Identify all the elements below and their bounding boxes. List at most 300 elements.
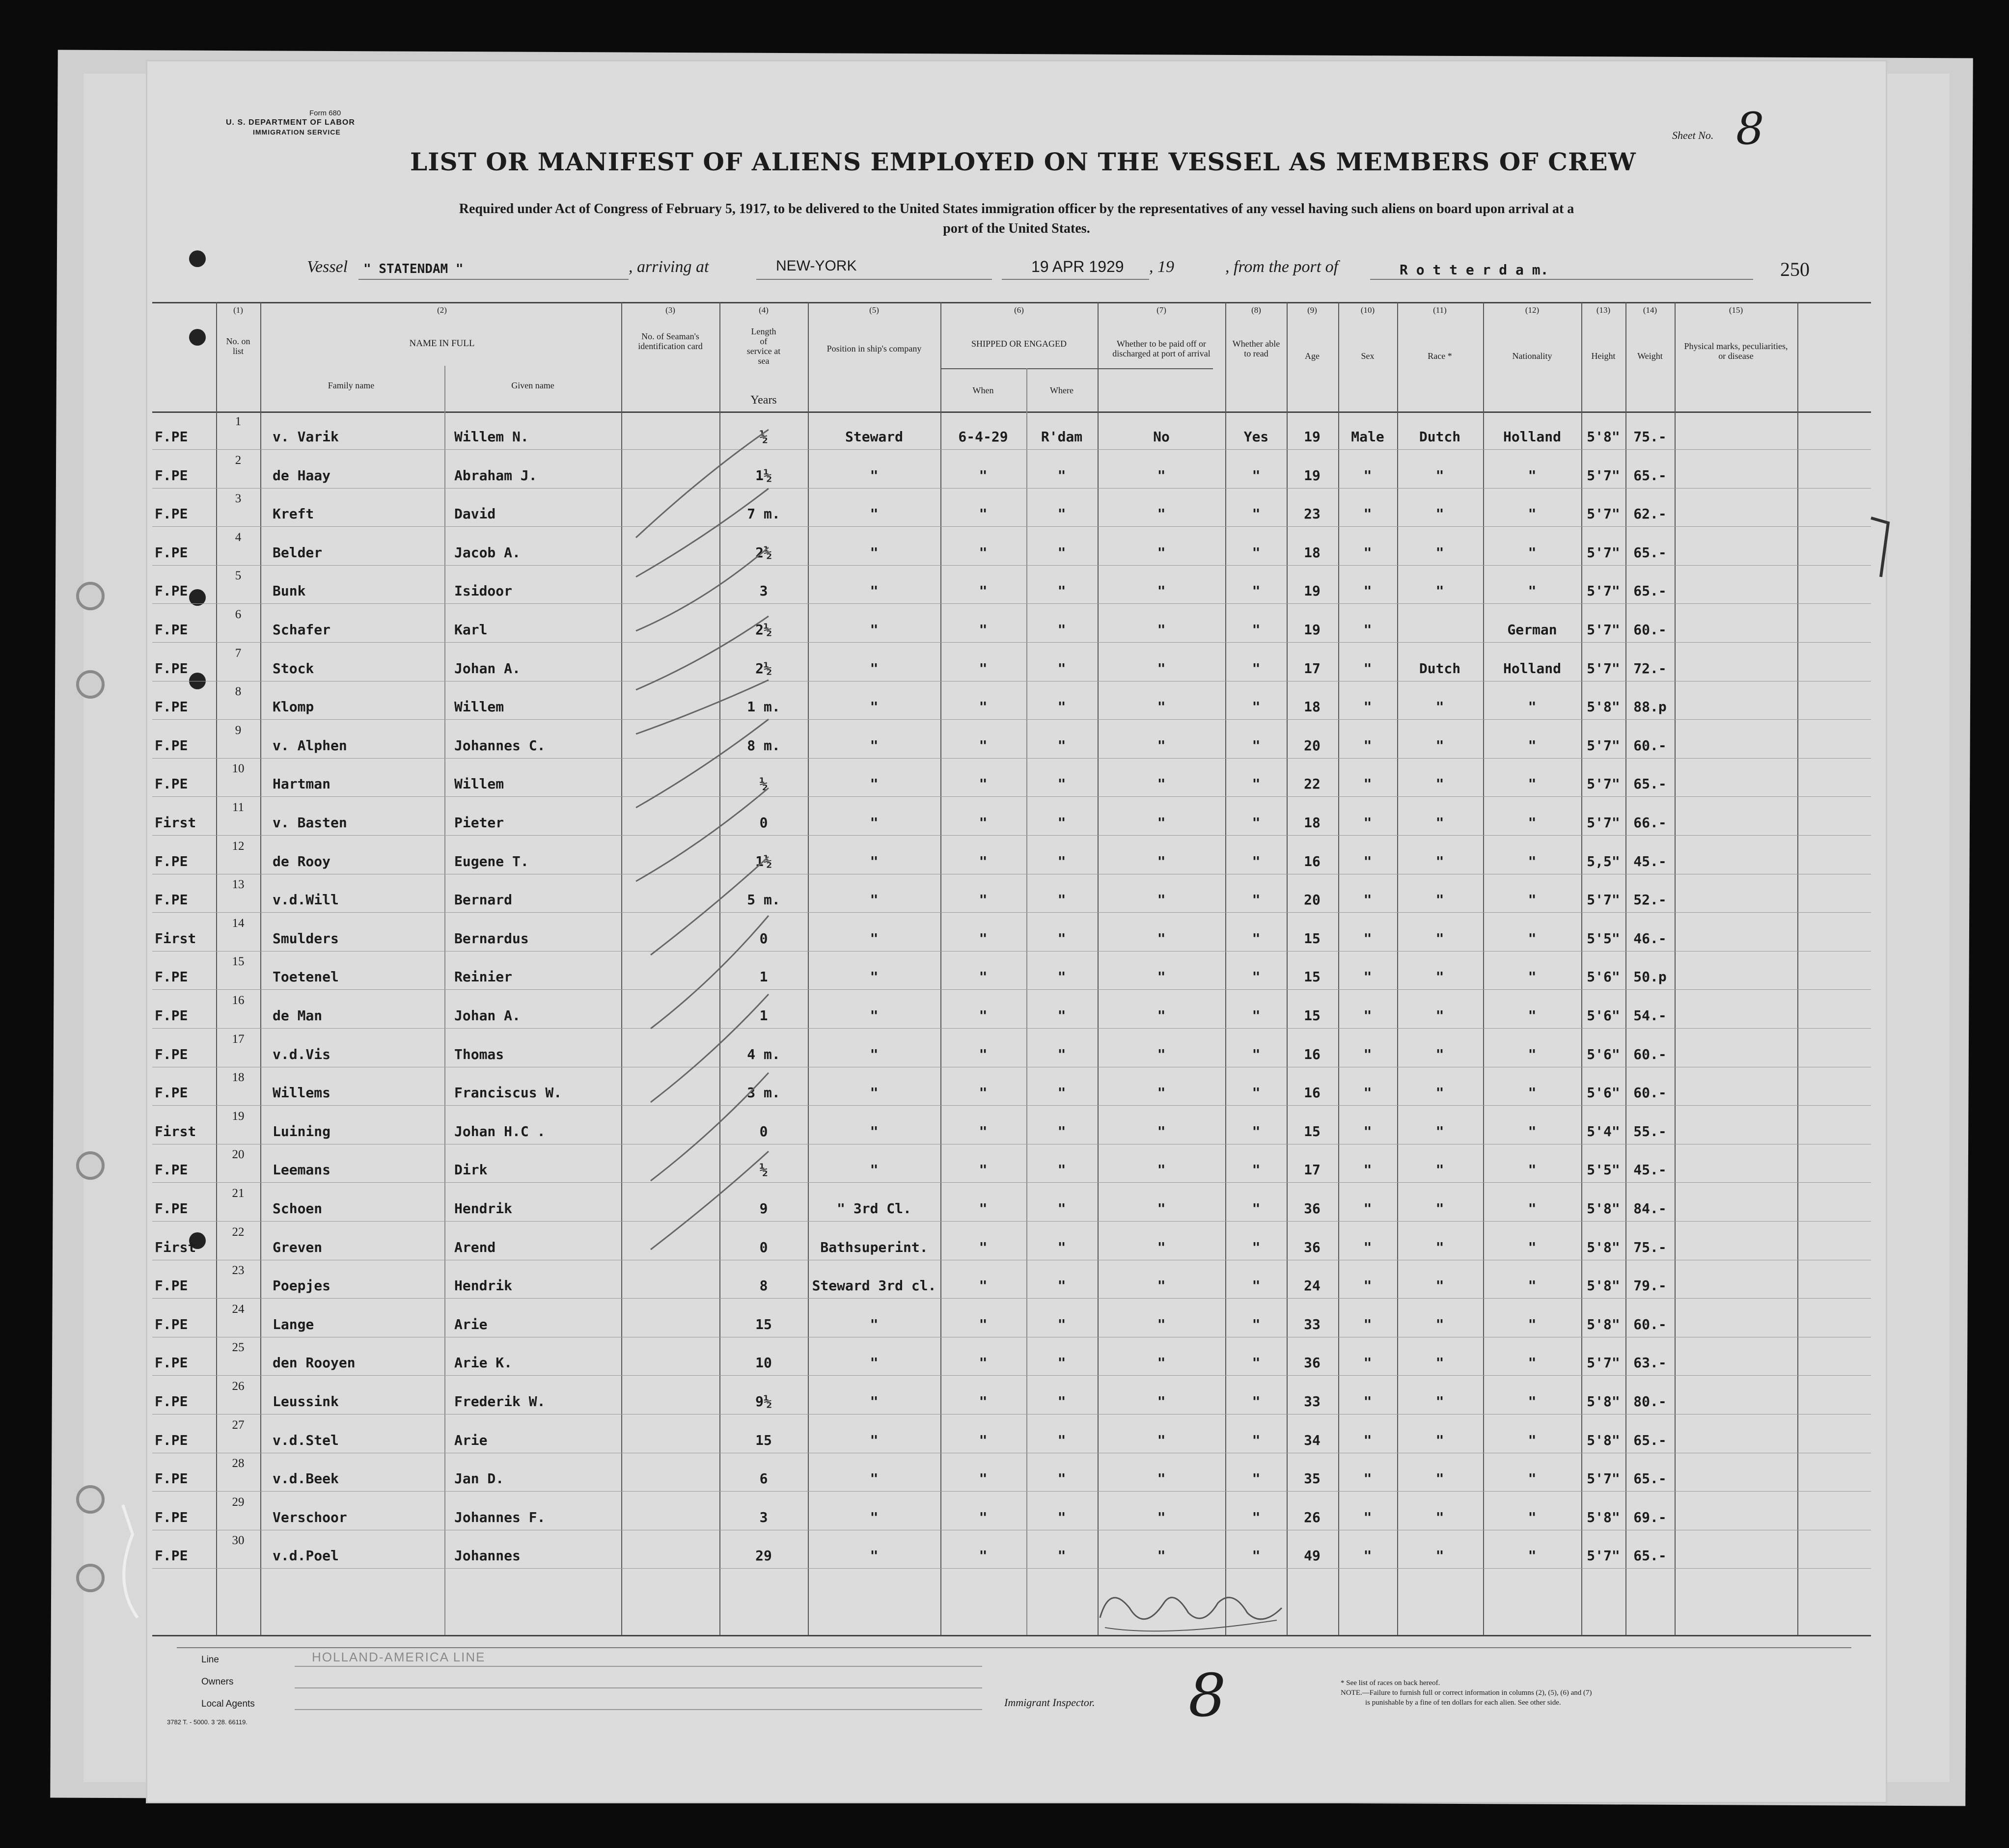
height: 5'8": [1587, 1239, 1620, 1255]
nationality: ": [1528, 1239, 1537, 1255]
race: ": [1435, 1355, 1444, 1371]
shipped-where: ": [1057, 853, 1066, 870]
row-prefix: F.PE: [155, 1432, 188, 1448]
row-prefix: F.PE: [155, 969, 188, 985]
row-number: 15: [232, 955, 245, 969]
age: 17: [1304, 1162, 1321, 1178]
arrival-date-stamp: 19 APR 1929: [1031, 258, 1124, 275]
ship-position: ": [870, 1470, 879, 1487]
header-name-in-full: NAME IN FULL: [409, 338, 475, 349]
underline: [295, 1666, 982, 1667]
shipped-when: ": [979, 815, 988, 831]
shipped-where: ": [1057, 776, 1066, 792]
length-of-service: 1½: [755, 853, 772, 870]
family-name: Schafer: [273, 622, 331, 638]
length-of-service: 0: [759, 815, 768, 831]
height: 5'7": [1587, 544, 1620, 561]
age: 16: [1304, 1085, 1321, 1101]
nationality: ": [1528, 969, 1537, 985]
race: ": [1435, 930, 1444, 947]
weight: 79.-: [1633, 1277, 1667, 1294]
row-prefix: F.PE: [155, 467, 188, 484]
able-to-read: ": [1252, 892, 1261, 908]
length-of-service: 1 m.: [747, 699, 780, 715]
ship-position: ": [870, 506, 879, 522]
age: 24: [1304, 1277, 1321, 1294]
underline: [1370, 279, 1753, 280]
shipped-where: ": [1057, 1277, 1066, 1294]
height: 5'6": [1587, 1085, 1620, 1101]
header-seaman-card: No. of Seaman's identification card: [638, 331, 703, 351]
shipped-when: ": [979, 1123, 988, 1140]
row-number: 11: [232, 801, 245, 814]
given-name: Pieter: [454, 815, 504, 831]
race: ": [1435, 583, 1444, 599]
row-prefix: First: [155, 1123, 196, 1140]
race: ": [1435, 776, 1444, 792]
length-of-service: 4 m.: [747, 1046, 780, 1062]
shipped-where: R'dam: [1041, 429, 1083, 445]
given-name: Arie: [454, 1316, 488, 1332]
paid-off: ": [1157, 815, 1166, 831]
punch-mark: [189, 329, 206, 346]
weight: 55.-: [1633, 1123, 1667, 1140]
sex: ": [1363, 776, 1372, 792]
family-name: den Rooyen: [273, 1355, 356, 1371]
departure-port: R o t t e r d a m.: [1400, 262, 1549, 278]
column-rule: [1098, 302, 1099, 1635]
family-name: v.d.Poel: [273, 1548, 339, 1564]
race: ": [1435, 506, 1444, 522]
owners-label: Owners: [201, 1677, 234, 1687]
race: ": [1435, 1046, 1444, 1062]
given-name: Franciscus W.: [454, 1085, 562, 1101]
ship-position: Steward 3rd cl.: [812, 1277, 936, 1294]
length-of-service: 7 m.: [747, 506, 780, 522]
row-number: 4: [235, 530, 242, 544]
header-race: Race *: [1428, 351, 1452, 361]
family-name: Hartman: [273, 776, 331, 792]
shipped-when: ": [979, 1509, 988, 1525]
row-number: 23: [232, 1264, 245, 1277]
weight: 65.-: [1633, 467, 1667, 484]
row-prefix: F.PE: [155, 1548, 188, 1564]
row-prefix: F.PE: [155, 1509, 188, 1525]
height: 5'6": [1587, 1007, 1620, 1024]
shipped-when: ": [979, 737, 988, 754]
family-name: Poepjes: [273, 1277, 331, 1294]
shipped-where: ": [1057, 583, 1066, 599]
length-of-service: 6: [759, 1470, 768, 1487]
subtitle-line-2: port of the United States.: [943, 221, 1090, 236]
row-prefix: F.PE: [155, 776, 188, 792]
nationality: ": [1528, 930, 1537, 947]
shipped-when: ": [979, 699, 988, 715]
row-number: 16: [232, 994, 245, 1007]
nationality: ": [1528, 1162, 1537, 1178]
weight: 65.-: [1633, 544, 1667, 561]
able-to-read: ": [1252, 1239, 1261, 1255]
length-of-service: 9½: [755, 1393, 772, 1410]
column-rule: [216, 302, 217, 1635]
ship-position: ": [870, 1548, 879, 1564]
year-label: , 19: [1149, 258, 1174, 276]
able-to-read: ": [1252, 1509, 1261, 1525]
ship-position: ": [870, 660, 879, 677]
ship-position: " 3rd Cl.: [837, 1200, 911, 1217]
age: 34: [1304, 1432, 1321, 1448]
height: 5'7": [1587, 1548, 1620, 1564]
row-prefix: F.PE: [155, 1085, 188, 1101]
race: ": [1435, 1470, 1444, 1487]
shipped-when: ": [979, 1277, 988, 1294]
row-rule: [152, 1105, 1871, 1106]
row-rule: [152, 565, 1871, 566]
given-name: Jacob A.: [454, 544, 521, 561]
row-rule: [152, 526, 1871, 527]
sex: ": [1363, 969, 1372, 985]
race: ": [1435, 467, 1444, 484]
nationality: ": [1528, 1509, 1537, 1525]
nationality: Holland: [1503, 429, 1562, 445]
punch-hole: [76, 582, 105, 610]
sex: ": [1363, 1162, 1372, 1178]
shipped-when: ": [979, 1355, 988, 1371]
row-rule: [152, 1375, 1871, 1376]
family-name: v.d.Stel: [273, 1432, 339, 1448]
age: 36: [1304, 1239, 1321, 1255]
able-to-read: ": [1252, 776, 1261, 792]
sex: ": [1363, 1393, 1372, 1410]
family-name: Schoen: [273, 1200, 323, 1217]
family-name: Bunk: [273, 583, 306, 599]
weight: 75.-: [1633, 1239, 1667, 1255]
sheet-number: 8: [1736, 103, 1764, 155]
sex: ": [1363, 1355, 1372, 1371]
able-to-read: ": [1252, 660, 1261, 677]
weight: 50.p: [1633, 969, 1667, 985]
ship-position: ": [870, 1509, 879, 1525]
punch-mark: [189, 250, 206, 267]
family-name: Verschoor: [273, 1509, 347, 1525]
length-of-service: 3: [759, 583, 768, 599]
weight: 60.-: [1633, 622, 1667, 638]
paid-off: ": [1157, 776, 1166, 792]
nationality: ": [1528, 853, 1537, 870]
sex: ": [1363, 1085, 1372, 1101]
nationality: ": [1528, 737, 1537, 754]
weight: 52.-: [1633, 892, 1667, 908]
height: 5'7": [1587, 737, 1620, 754]
sex: ": [1363, 737, 1372, 754]
weight: 65.-: [1633, 1432, 1667, 1448]
weight: 45.-: [1633, 1162, 1667, 1178]
sex: ": [1363, 544, 1372, 561]
able-to-read: ": [1252, 1162, 1261, 1178]
age: 20: [1304, 737, 1321, 754]
race: ": [1435, 737, 1444, 754]
row-number: 3: [235, 492, 242, 506]
weight: 60.-: [1633, 1046, 1667, 1062]
family-name: Kreft: [273, 506, 314, 522]
stamp-number: 250: [1780, 258, 1810, 280]
given-name: Bernardus: [454, 930, 529, 947]
ship-position: ": [870, 1162, 879, 1178]
weight: 63.-: [1633, 1355, 1667, 1371]
row-number: 1: [235, 415, 242, 428]
shipped-where: ": [1057, 930, 1066, 947]
shipped-divider: [940, 368, 1213, 369]
shipped-where: ": [1057, 1470, 1066, 1487]
row-number: 29: [232, 1495, 245, 1509]
header-bottom-border: [152, 411, 1871, 413]
shipped-when: ": [979, 1548, 988, 1564]
inspector-signature: [1090, 1574, 1296, 1647]
row-number: 7: [235, 646, 242, 660]
able-to-read: ": [1252, 622, 1261, 638]
able-to-read: ": [1252, 1316, 1261, 1332]
subtitle-line-1: Required under Act of Congress of February 5, 1917, to be delivered to the United States immigration officer by the representatives of any vessel having such aliens on board upon arrival at a: [459, 201, 1574, 217]
length-of-service: 3 m.: [747, 1085, 780, 1101]
paid-off: No: [1153, 429, 1170, 445]
ship-position: ": [870, 699, 879, 715]
length-of-service: 0: [759, 1123, 768, 1140]
column-rule: [1483, 302, 1484, 1635]
able-to-read: ": [1252, 1123, 1261, 1140]
height: 5'7": [1587, 467, 1620, 484]
row-number: 24: [232, 1302, 245, 1316]
header-length-service: Length of service at sea: [746, 326, 781, 366]
able-to-read: Yes: [1243, 429, 1269, 445]
paid-off: ": [1157, 892, 1166, 908]
weight: 88.p: [1633, 699, 1667, 715]
row-prefix: F.PE: [155, 1470, 188, 1487]
shipped-when: ": [979, 1046, 988, 1062]
length-of-service: 9: [759, 1200, 768, 1217]
row-rule: [152, 1568, 1871, 1569]
age: 18: [1304, 544, 1321, 561]
age: 35: [1304, 1470, 1321, 1487]
table-bottom-border: [152, 1635, 1871, 1636]
column-number: (13): [1596, 305, 1611, 315]
shipped-where: ": [1057, 1355, 1066, 1371]
row-rule: [152, 912, 1871, 913]
length-of-service: 29: [755, 1548, 772, 1564]
length-of-service: 1: [759, 969, 768, 985]
height: 5'7": [1587, 815, 1620, 831]
row-prefix: First: [155, 815, 196, 831]
column-rule: [260, 302, 261, 1635]
able-to-read: ": [1252, 583, 1261, 599]
shipped-where: ": [1057, 1007, 1066, 1024]
weight: 45.-: [1633, 853, 1667, 870]
handwritten-page-number: 8: [1188, 1662, 1226, 1730]
given-name: Abraham J.: [454, 467, 537, 484]
given-name: Frederik W.: [454, 1393, 546, 1410]
header-nationality: Nationality: [1512, 351, 1552, 361]
given-name: Johannes F.: [454, 1509, 546, 1525]
sex: ": [1363, 853, 1372, 870]
table-top-border: [152, 302, 1871, 303]
header-where: Where: [1050, 385, 1073, 395]
punch-hole: [76, 1485, 105, 1514]
row-prefix: F.PE: [155, 622, 188, 638]
row-rule: [152, 796, 1871, 797]
row-rule: [152, 642, 1871, 643]
length-of-service: 1½: [755, 467, 772, 484]
length-of-service: ½: [759, 776, 768, 792]
column-number: (2): [437, 305, 447, 315]
print-code: 3782 T. - 5000. 3 '28. 66119.: [167, 1718, 248, 1726]
ship-position: Bathsuperint.: [820, 1239, 928, 1255]
pencil-check-marks: [621, 415, 827, 1632]
paid-off: ": [1157, 467, 1166, 484]
column-number: (8): [1251, 305, 1261, 315]
able-to-read: ": [1252, 1046, 1261, 1062]
header-shipped-engaged: SHIPPED OR ENGAGED: [971, 339, 1067, 349]
sex: ": [1363, 1548, 1372, 1564]
column-number: (5): [869, 305, 879, 315]
paid-off: ": [1157, 1123, 1166, 1140]
row-rule: [152, 449, 1871, 450]
nationality: ": [1528, 544, 1537, 561]
ship-position: ": [870, 1432, 879, 1448]
able-to-read: ": [1252, 737, 1261, 754]
shipped-when: ": [979, 1316, 988, 1332]
row-number: 14: [232, 916, 245, 930]
row-number: 10: [232, 762, 245, 776]
row-number: 5: [235, 569, 242, 583]
row-number: 26: [232, 1380, 245, 1393]
weight: 72.-: [1633, 660, 1667, 677]
paid-off: ": [1157, 1085, 1166, 1101]
family-name: Leussink: [273, 1393, 339, 1410]
height: 5'8": [1587, 1200, 1620, 1217]
ship-position: ": [870, 467, 879, 484]
family-name: v.d.Beek: [273, 1470, 339, 1487]
ship-position: ": [870, 969, 879, 985]
nationality: ": [1528, 815, 1537, 831]
nationality: German: [1507, 622, 1557, 638]
shipped-where: ": [1057, 1046, 1066, 1062]
family-name: Belder: [273, 544, 323, 561]
height: 5'7": [1587, 660, 1620, 677]
sex: ": [1363, 815, 1372, 831]
row-number: 22: [232, 1225, 245, 1239]
nationality: Holland: [1503, 660, 1562, 677]
family-name: Willems: [273, 1085, 331, 1101]
ship-position: ": [870, 853, 879, 870]
paid-off: ": [1157, 853, 1166, 870]
sex: ": [1363, 1239, 1372, 1255]
length-of-service: 2½: [755, 660, 772, 677]
nationality: ": [1528, 1470, 1537, 1487]
row-rule: [152, 488, 1871, 489]
height: 5'5": [1587, 930, 1620, 947]
row-rule: [152, 758, 1871, 759]
paid-off: ": [1157, 930, 1166, 947]
row-number: 19: [232, 1109, 245, 1123]
row-prefix: F.PE: [155, 1162, 188, 1178]
nationality: ": [1528, 583, 1537, 599]
given-name: Eugene T.: [454, 853, 529, 870]
underline: [295, 1687, 982, 1688]
weight: 65.-: [1633, 776, 1667, 792]
weight: 66.-: [1633, 815, 1667, 831]
nationality: ": [1528, 1432, 1537, 1448]
inspector-label: Immigrant Inspector.: [1004, 1696, 1095, 1709]
races-note: * See list of races on back hereof.: [1341, 1679, 1440, 1687]
age: 17: [1304, 660, 1321, 677]
nationality: ": [1528, 892, 1537, 908]
paid-off: ": [1157, 1432, 1166, 1448]
height: 5'8": [1587, 699, 1620, 715]
race: ": [1435, 969, 1444, 985]
nationality: ": [1528, 1355, 1537, 1371]
underline: [1002, 279, 1149, 280]
age: 33: [1304, 1316, 1321, 1332]
row-number: 17: [232, 1032, 245, 1046]
paid-off: ": [1157, 1355, 1166, 1371]
paid-off: ": [1157, 1007, 1166, 1024]
row-prefix: F.PE: [155, 429, 188, 445]
family-name: Smulders: [273, 930, 339, 947]
race: ": [1435, 892, 1444, 908]
age: 19: [1304, 467, 1321, 484]
ship-position: ": [870, 930, 879, 947]
sex: ": [1363, 1123, 1372, 1140]
manifest-page: [147, 61, 1886, 1802]
shipped-where: ": [1057, 467, 1066, 484]
nationality: ": [1528, 467, 1537, 484]
row-prefix: F.PE: [155, 1316, 188, 1332]
shipped-where: ": [1057, 1393, 1066, 1410]
race: ": [1435, 1548, 1444, 1564]
ship-position: ": [870, 544, 879, 561]
family-name: Luining: [273, 1123, 331, 1140]
family-name: de Haay: [273, 467, 331, 484]
nationality: ": [1528, 1123, 1537, 1140]
shipped-where: ": [1057, 892, 1066, 908]
ship-position: ": [870, 737, 879, 754]
shipped-when: ": [979, 583, 988, 599]
able-to-read: ": [1252, 1007, 1261, 1024]
ship-position: ": [870, 1316, 879, 1332]
height: 5'7": [1587, 583, 1620, 599]
given-name: Thomas: [454, 1046, 504, 1062]
weight: 84.-: [1633, 1200, 1667, 1217]
column-number: (1): [233, 305, 243, 315]
family-name: v. Basten: [273, 815, 347, 831]
shipped-when: ": [979, 660, 988, 677]
height: 5'6": [1587, 1046, 1620, 1062]
race: Dutch: [1419, 660, 1461, 677]
shipped-where: ": [1057, 660, 1066, 677]
row-rule: [152, 603, 1871, 604]
form-number: Form 680: [309, 109, 341, 117]
height: 5'7": [1587, 1470, 1620, 1487]
shipped-when: ": [979, 506, 988, 522]
age: 23: [1304, 506, 1321, 522]
nationality: ": [1528, 699, 1537, 715]
height: 5'8": [1587, 1509, 1620, 1525]
shipped-when: ": [979, 1393, 988, 1410]
paid-off: ": [1157, 1509, 1166, 1525]
paid-off: ": [1157, 1046, 1166, 1062]
family-name: Leemans: [273, 1162, 331, 1178]
race: ": [1435, 815, 1444, 831]
given-name: Johan A.: [454, 1007, 521, 1024]
